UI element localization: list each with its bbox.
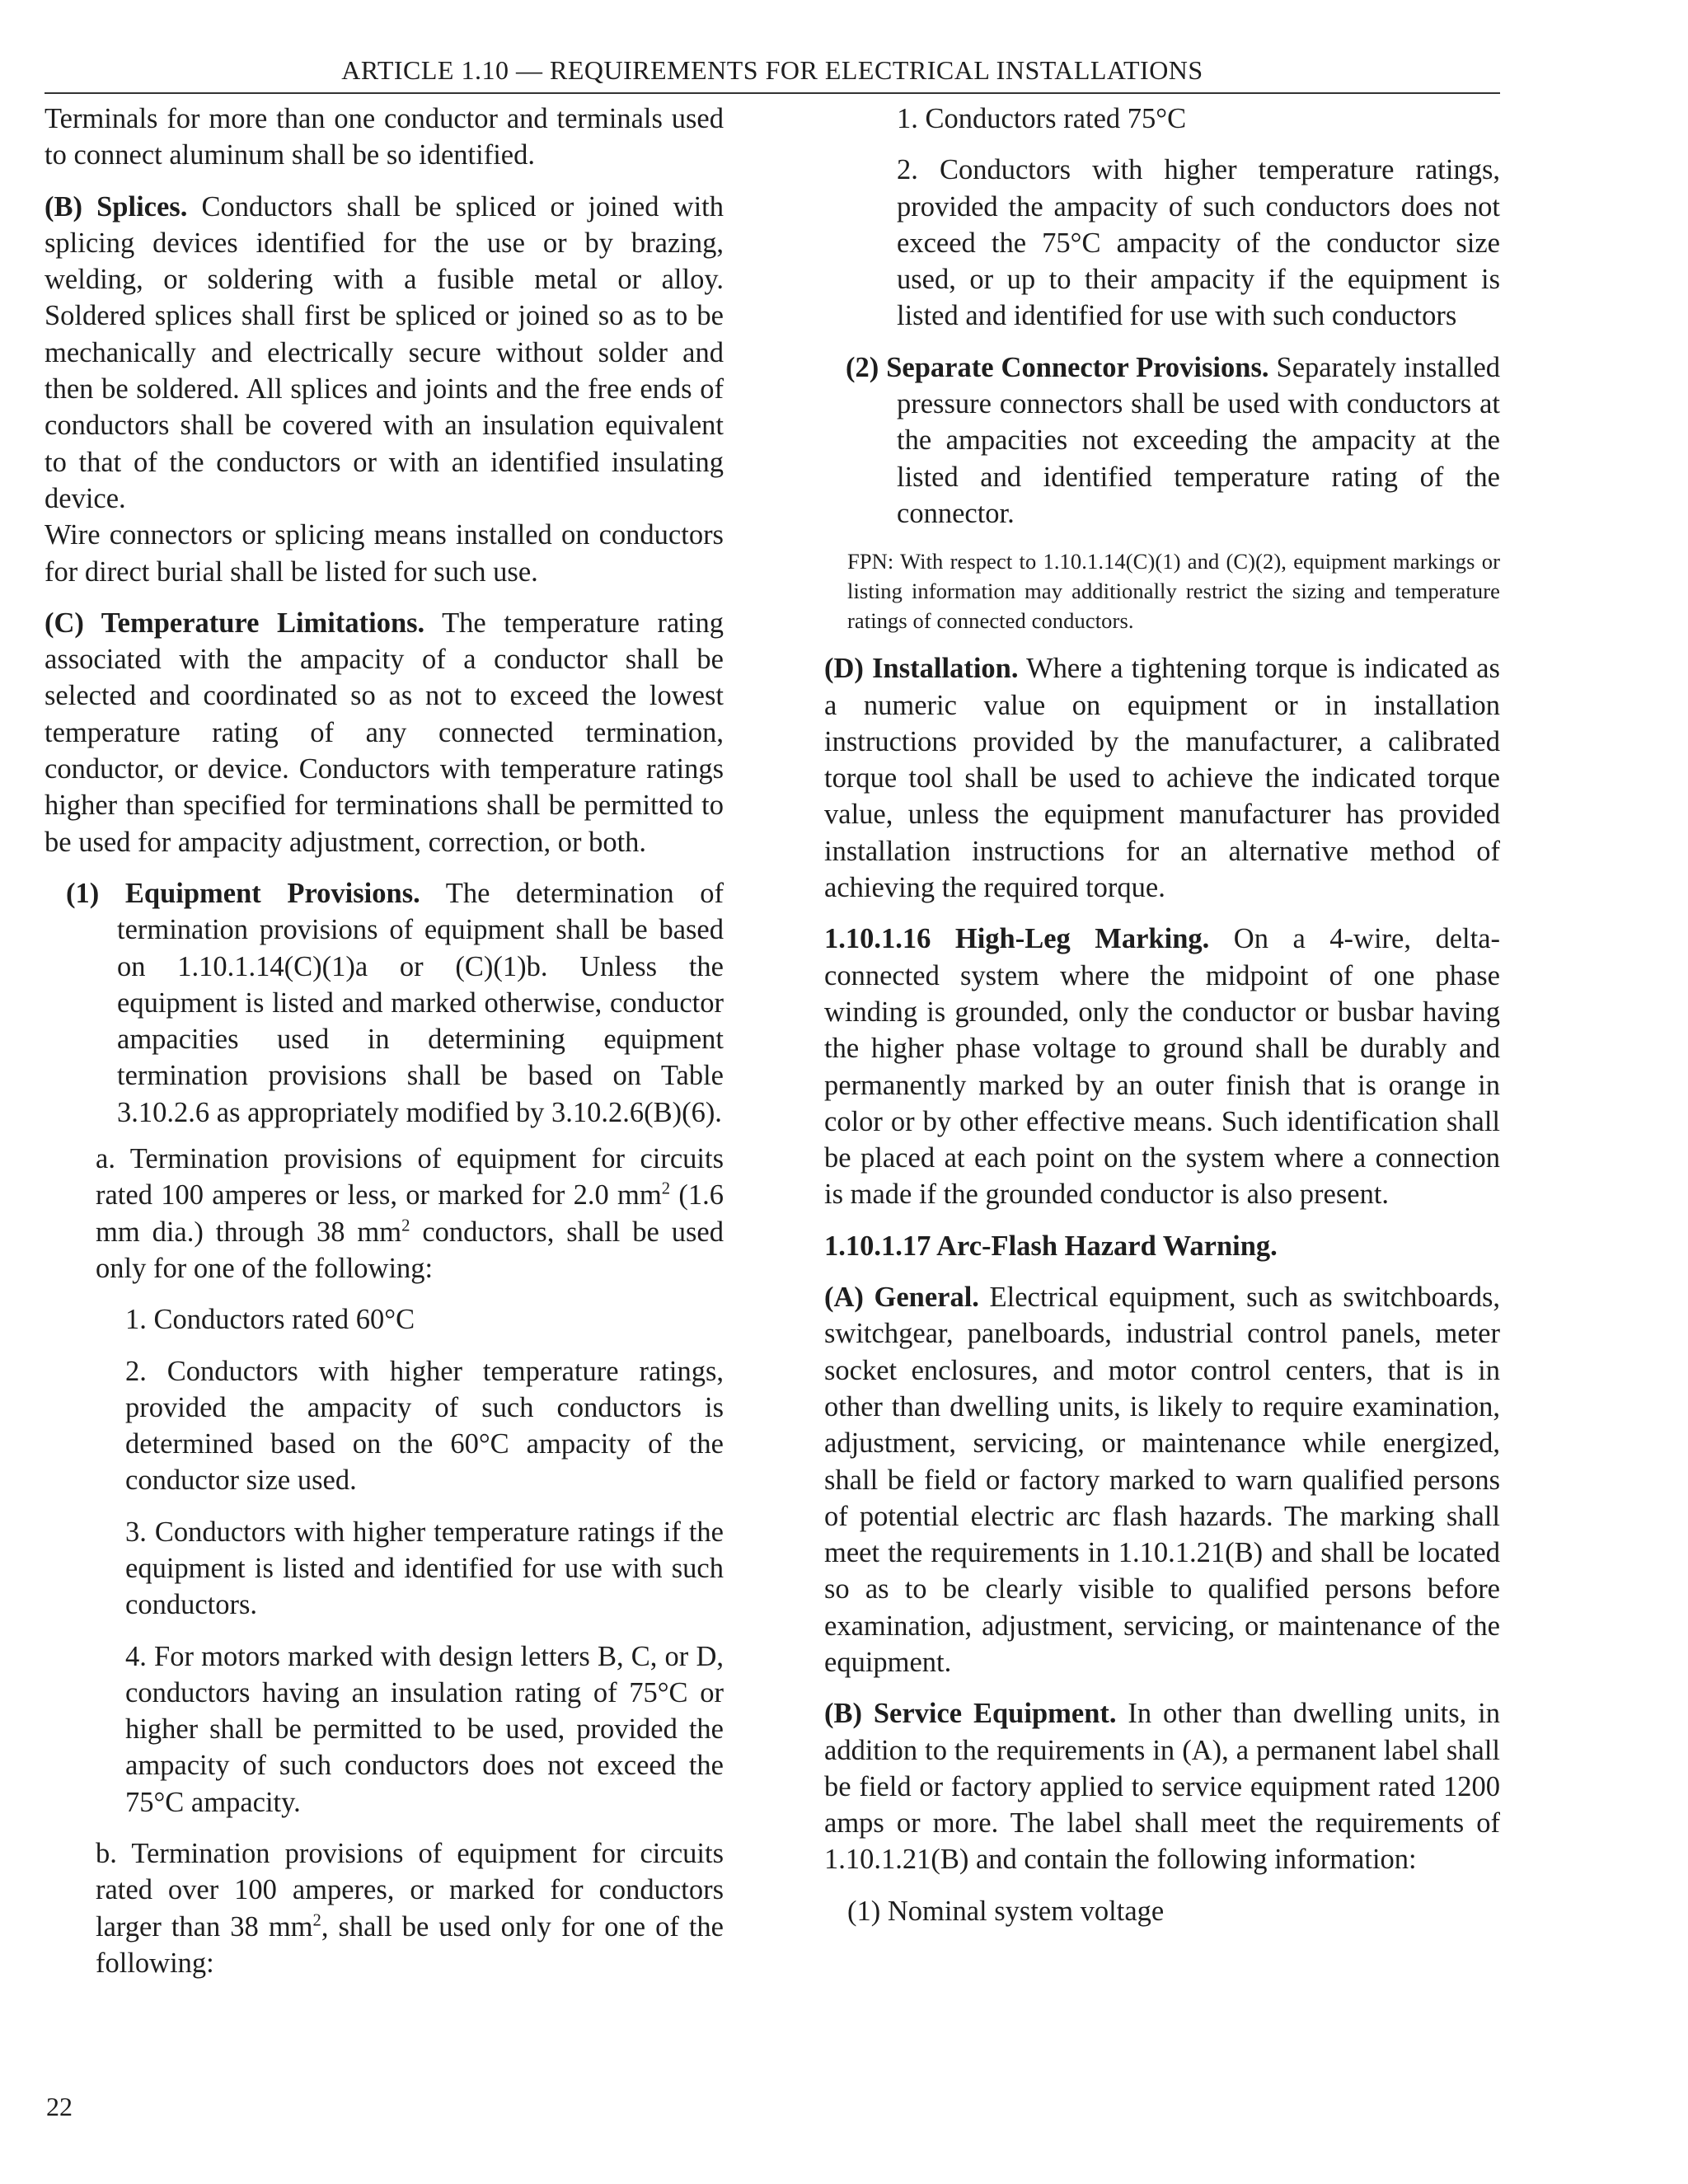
superscript-2: 2 xyxy=(401,1216,410,1235)
page-header: ARTICLE 1.10 — REQUIREMENTS FOR ELECTRICAL INSTALLATIONS xyxy=(341,55,1203,85)
termination-b-text-1: b. Termination provisions of equipment for circuits rated over 100 amperes, or marked for conductors larger than 38 mm xyxy=(96,1838,724,1943)
splices-heading: (B) Splices. xyxy=(45,190,188,223)
termination-a-text-2: (1.6 mm dia.) through 38 mm xyxy=(96,1179,724,1248)
terminals-paragraph: Terminals for more than one conductor and terminals used to connect aluminum shall be so identified. xyxy=(45,103,724,171)
termination-b-text-2: , shall be used only for one of the following: xyxy=(96,1910,724,1979)
list-item: 2. Conductors with higher temperature ratings, provided the ampacity of such conductors is determined based on the 60°C ampacity of the conductor size used. xyxy=(125,1355,724,1497)
service-equipment-section xyxy=(824,1695,1500,1877)
general-text: Electrical equipment, such as switchboards, switchgear, panelboards, industrial control panels, meter socket enclosures, and motor control centers, that is in other than dwelling units, is likely to require examination, adjustment, servicing, or maintenance while energized, shall be field or factory marked to warn qualified persons of potential electric arc flash hazards. The marking shall meet the requirements in 1.10.1.21(B) and shall be located so as to be clearly visible to qualified persons before examination, adjustment, servicing, or maintenance of the equipment. xyxy=(824,1282,1500,1678)
equipment-provisions-heading: Equipment Provisions. xyxy=(124,877,420,909)
general-heading: (A) General. xyxy=(824,1282,979,1314)
installation-text: Where a tightening torque is indicated as a numeric value on equipment or in installation instructions provided by the manufacturer, a calibrated torque tool shall be used to achieve the indicated torque value, unless the equipment manufacturer has provided installation instructions for an alternative method of achieving the required torque. xyxy=(824,653,1500,904)
superscript-2: 2 xyxy=(661,1179,671,1198)
termination-a-text-3: conductors, shall be used only for one of the following: xyxy=(96,1216,724,1284)
equipment-provisions-text: The determination of termination provisions of equipment shall be based on 1.10.1.14(C)(1)a or (C)(1)b. Unless the equipment is listed and marked otherwise, conductor ampacities used in determining equipment termination provisions shall be based on Table 3.10.2.6 as appropriately modified by 3.10.2.6(B)(6). xyxy=(117,877,724,1128)
general-section xyxy=(824,1279,1500,1680)
installation-section xyxy=(824,650,1500,906)
installation-heading: (D) Installation. xyxy=(824,653,1019,685)
separate-connector-text: Separately installed pressure connectors shall be used with conductors at the ampacities not exceeding the ampacity at the listed and identified temperature rating of the connector. xyxy=(897,351,1501,529)
superscript-2: 2 xyxy=(312,1911,321,1930)
temperature-limitations-heading: (C) Temperature Limitations. xyxy=(45,607,425,639)
splices-text: Conductors shall be spliced or joined with splicing devices identified for the use or by brazing, welding, or soldering with a fusible metal or alloy. Soldered splices shall first be spliced or joined so as to be mechanically and electrically secure without solder and then be soldered. All splices and joints and the free ends of conductors shall be covered with an insulation equivalent to that of the conductors or with an identified insulating device. xyxy=(45,190,724,514)
left-column xyxy=(45,101,724,1981)
separate-connector-heading: Separate Connector Provisions. xyxy=(886,351,1269,383)
termination-b-paragraph xyxy=(45,1835,724,1981)
list-item: 2. Conductors with higher temperature ratings, provided the ampacity of such conductors does not exceed the 75°C ampacity of the conductor size used, or up to their ampacity if the equipment is listed and identified for use with such conductors xyxy=(897,154,1500,332)
right-column xyxy=(824,101,1500,1929)
service-equipment-text: In other than dwelling units, in addition to the requirements in (A), a permanent label shall be field or factory applied to service equipment rated 1200 amps or more. The label shall meet the requirements of 1.10.1.21(B) and contain the following information: xyxy=(824,1698,1500,1876)
high-leg-marking-heading: 1.10.1.16 High-Leg Marking. xyxy=(824,923,1210,955)
separate-connector-section xyxy=(824,349,1500,532)
list-item: 3. Conductors with higher temperature ratings if the equipment is listed and identified for use with such conductors. xyxy=(125,1516,724,1621)
temperature-limitations-section xyxy=(45,605,724,860)
list-item: (1) Nominal system voltage xyxy=(847,1895,1165,1927)
termination-a-text-1: a. Termination provisions of equipment for circuits rated 100 amperes or less, or marked for 2.0 mm xyxy=(96,1143,724,1212)
list-item: 1. Conductors rated 75°C xyxy=(897,103,1187,134)
separate-connector-number: (2) xyxy=(846,351,879,383)
service-equipment-heading: (B) Service Equipment. xyxy=(824,1698,1117,1730)
wire-connectors-paragraph: Wire connectors or splicing means installed on conductors for direct burial shall be listed for such use. xyxy=(45,519,724,588)
temperature-limitations-text: The temperature rating associated with the ampacity of a conductor shall be selected and coordinated so as not to exceed the lowest temperature rating of any connected termination, conductor, or device. Conductors with temperature ratings higher than specified for terminations shall be permitted to be used for ampacity adjustment, correction, or both. xyxy=(45,607,724,858)
termination-a-paragraph xyxy=(45,1141,724,1286)
equipment-provisions-number: (1) xyxy=(66,877,100,909)
header-rule xyxy=(45,92,1500,94)
high-leg-marking-text: On a 4-wire, delta-connected system where the midpoint of one phase winding is grounded, only the conductor or busbar having the higher phase voltage to ground shall be durably and permanently marked by an outer finish that is orange in color or by other effective means. Such identification shall be placed at each point on the system where a connection is made if the grounded conductor is also present. xyxy=(824,923,1500,1211)
page-number: 22 xyxy=(46,2092,73,2121)
equipment-provisions-section xyxy=(45,875,724,1131)
high-leg-marking-section xyxy=(824,921,1500,1212)
arc-flash-heading: 1.10.1.17 Arc-Flash Hazard Warning. xyxy=(824,1230,1278,1262)
fine-print-note: FPN: With respect to 1.10.1.14(C)(1) and (C)(2), equipment markings or listing information may additionally restrict the sizing and temperature ratings of connected conductors. xyxy=(847,549,1500,634)
splices-section xyxy=(45,189,724,518)
list-item: 4. For motors marked with design letters B, C, or D, conductors having an insulation rating of 75°C or higher shall be permitted to be used, provided the ampacity of such conductors does not exceed the 75°C ampacity. xyxy=(125,1640,724,1818)
list-item: 1. Conductors rated 60°C xyxy=(125,1304,415,1336)
